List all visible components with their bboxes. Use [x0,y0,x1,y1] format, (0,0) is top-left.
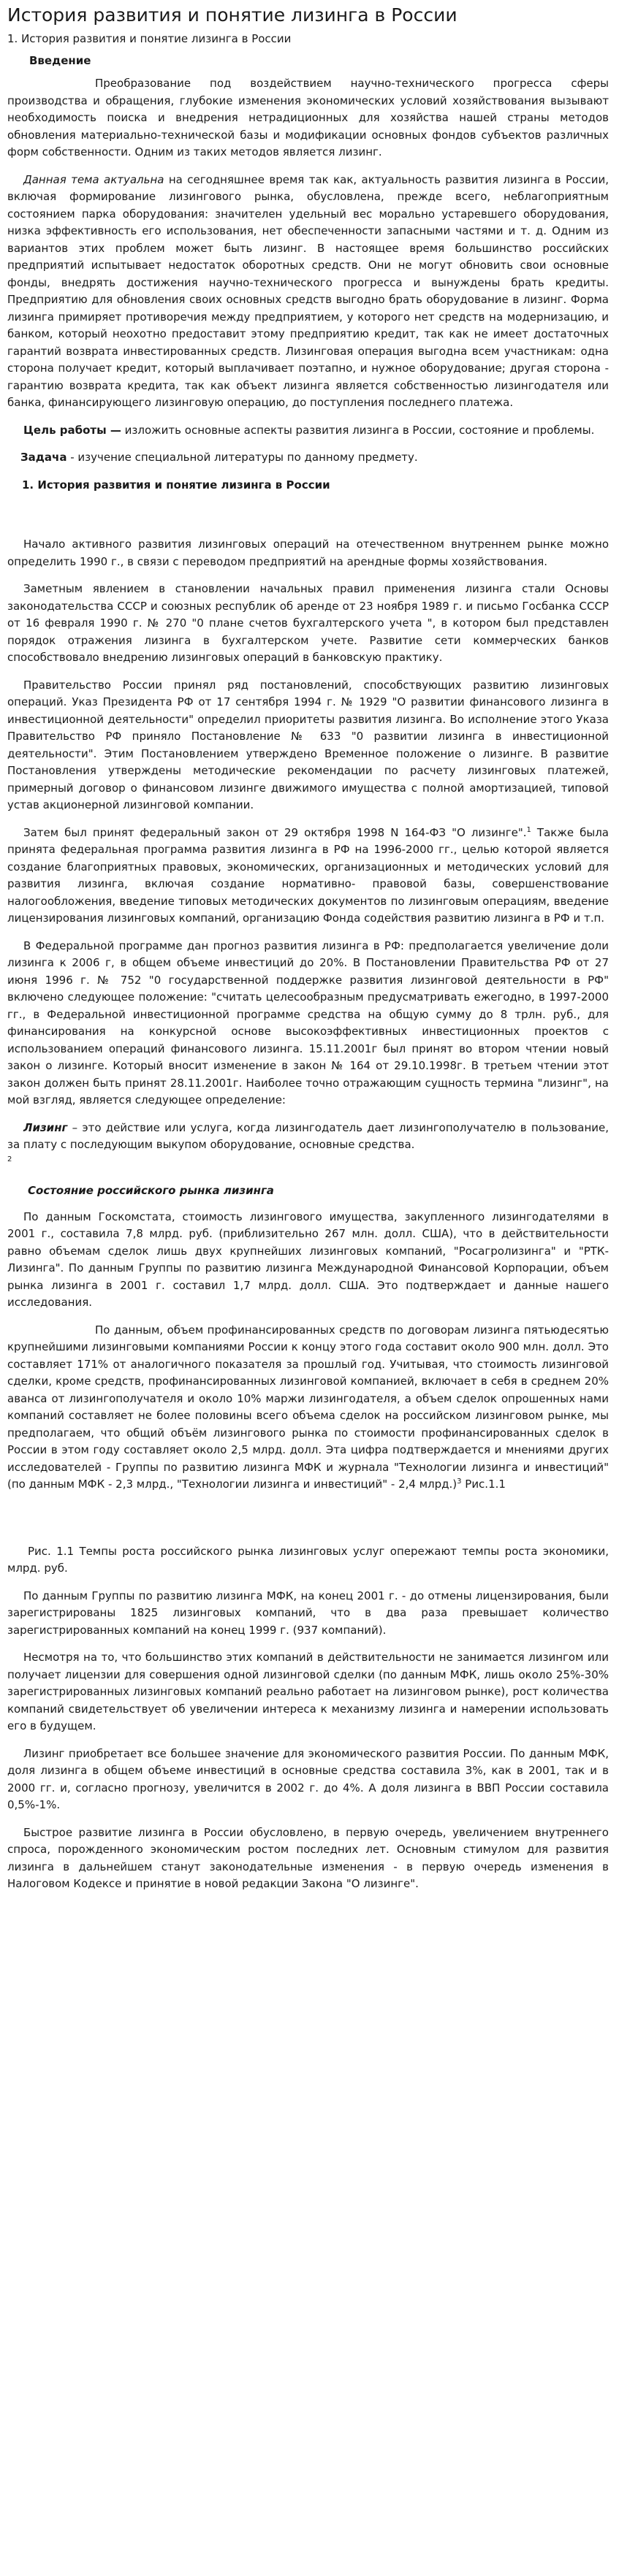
chapter-1-paragraph-2: Заметным явлением в становлении начальных правил применения лизинга стали Основы законодательства СССР и союзных республик об аренде от 23 ноября 1989 г. и письмо Госбанка СССР от 16 февраля 1990 г. № 270 "0 плане счетов бухгалтерского учета ", в котором был представлен порядок отражения лизинга в бухгалтерском учете. Развитие сети коммерческих банков способствовало внедрению лизинговых операций в банковскую практику. [7,582,609,664]
market-paragraph-6: Быстрое развитие лизинга в России обусловлено, в первую очередь, увеличением внутреннего спроса, порожденного экономическим ростом последних лет. Основным стимулом для развития лизинга в дальнейшем станут законодательные изменения - в первую очередь изменения в Налоговом Кодексе и принятие в новой редакции Закона "О лизинге". [7,1825,609,1890]
market-volume-text: По данным, объем профинансированных средств по договорам лизинга пятьюдесятью крупнейшими лизинговыми компаниями России к концу этого года составит около 900 млн. долл. Это составляет 171% от аналогичного показателя за прошлый год. Учитывая, что стоимость лизинговой сделки, кроме средств, профинансированных лизинговой компанией, включает в себя в среднем 20% аванса от лизингополучателя и около 10% маржи лизингодателя, а объем сделок опрошенных нами компаний составляет не более половины всего объема сделок на российском лизинговом рынке, мы предполагаем, что общий объём лизингового рынка по стоимости профинансированных сделок в России в этом году составляет около 2,5 млрд. долл. Эта цифра подтверждается и мнениями других исследователей - Группы по развитию лизинга МФК и журнала "Технологии лизинга и инвестиций" (по данным МФК - 2,3 млрд., "Технологии лизинга и инвестиций" - 2,4 млрд.) [7,1323,609,1491]
chapter-1-paragraph-3: Правительство России принял ряд постановлений, способствующих развитию лизинговых операций. Указ Президента РФ от 17 сентября 1994 г. № 1929 "О развитии финансового лизинга в инвестиционной деятельности" определил приоритеты развития лизинга. Во исполнение этого Указа Правительство РФ приняло Постановление № 633 "0 развитии лизинга в инвестиционной деятельности". Этим Постановлением утверждено Временное положение о лизинге. В развитие Постановления утверждены методические рекомендации по расчету лизинговых платежей, примерный договор о финансовом лизинге движимого имущества с полной амортизацией, типовой устав акционерной лизинговой компании. [7,678,609,811]
footnote-ref-1[interactable]: 1 [526,825,531,834]
program-text: Также была принята федеральная программа развития лизинга в РФ на 1996-2000 гг., целью которой является создание благоприятных правовых, экономических, организационных и методических условий для развития лизинга, включая создание нормативно- правовой базы, совершенствование налогообложения, введение типовых методических документов по лизинговым операциям, введение лицензирования лизинговых компаний, организацию Фонда содействия развитию лизинга в РФ и т.п. [7,825,609,925]
task-paragraph [7,449,609,467]
footnote-ref-3[interactable]: 3 [457,1478,462,1486]
figure-ref: Рис.1.1 [461,1478,506,1491]
chapter-1-paragraph-1: Начало активного развития лизинговых операций на отечественном внутреннем рынке можно определить 1990 г., в связи с переводом предприятий на арендные формы хозяйствования. [7,538,609,568]
market-heading: Состояние российского рынка лизинга [28,1184,274,1197]
market-paragraph-5: Лизинг приобретает все большее значение для экономического развития России. По данным МФК, доля лизинга в общем объеме инвестиций в основные средства составила 3%, как в 2001, так и в 2000 гг. и, согласно прогнозу, увеличится в 2002 г. до 4%. А доля лизинга в ВВП России составила 0,5%-1%. [7,1746,609,1811]
relevance-lead: Данная тема актуальна [23,172,164,186]
task-label: Задача [20,451,67,464]
market-paragraph-2 [7,1322,609,1494]
intro-paragraph-2 [7,172,609,412]
chapter-1-paragraph-5: В Федеральной программе дан прогноз развития лизинга в РФ: предполагается увеличение доли лизинга к 2006 г, в общем объеме инвестиций до 20%. В Постановлении Правительства РФ от 27 июня 1996 г. № 752 "0 государственной поддержке развития лизинговой деятельности в РФ" включено следующее положение: "считать целесообразным предусматривать ежегодно, в 1997-2000 гг., в Федеральной инвестиционной программе средства на общую сумму до 8 трлн. руб., для финансирования на конкурсной основе высокоэффективных инвестиционных проектов с использованием операций финансового лизинга. 15.11.2001г был принят во втором чтении новый закон о лизинге. Который вносит изменение в закон № 164 от 29.10.1998г. В третьем чтении этот закон должен быть принят 28.11.2001г. Наиболее точно отражающим сущность термина "лизинг", на мой взгляд, является следующее определение: [7,939,609,1107]
goal-label: Цель работы — [23,423,121,437]
spacer [7,501,609,536]
page-title: История развития и понятие лизинга в России [7,4,457,26]
law-text: Затем был принят федеральный закон от 29 октября 1998 N 164-ФЗ "О лизинге". [23,825,527,839]
definition-text: – это действие или услуга, когда лизингодатель дает лизингополучателю в пользование, за плату с последующим выкупом оборудование, основные средства. [7,1120,609,1151]
goal-paragraph [7,422,609,440]
chapter-1-heading: 1. История развития и понятие лизинга в России [22,478,330,492]
task-text: - изучение специальной литературы по данному предмету. [67,451,418,464]
intro-paragraph-1: Преобразование под воздействием научно-технического прогресса сферы производства и обращения, глубокие изменения экономических условий хозяйствования вызывают необходимость поиска и внедрения нетрадиционных для хозяйства нашей страны методов обновления материально-технической базы и модификации основных фондов субъектов различных форм собственности. Одним из таких методов является лизинг. [7,77,609,158]
market-paragraph-3: По данным Группы по развитию лизинга МФК, на конец 2001 г. - до отмены лицензирования, были зарегистрированы 1825 лизинговых компаний, что в два раза превышает количество зарегистрированных компаний на конец 1999 г. (937 компаний). [7,1589,609,1637]
market-paragraph-4: Несмотря на то, что большинство этих компаний в действительности не занимается лизингом или получает лицензии для совершения одной лизинговой сделки (по данным МФК, лишь около 25%-30% зарегистрированных лизинговых компаний реально работает на лизинговом рынке), рост количества компаний свидетельствует об увеличении интереса к механизму лизинга и намерении использовать его в будущем. [7,1651,609,1732]
market-paragraph-1: По данным Госкомстата, стоимость лизингового имущества, закупленного лизингодателями в 2001 г., составила 7,8 млрд. руб. (приблизительно 267 млн. долл. США), что в действительности равно объемам сделок лишь двух крупнейших лизинговых компаний, "Росагролизинга" и "РТК-Лизинга". По данным Группы по развитию лизинга Международной Финансовой Корпорации, объем рынка лизинга в 2001 г. составил 1,7 млрд. долл. США. Это подтверждает и данные нашего исследования. [7,1209,609,1309]
intro-heading: Введение [29,53,91,67]
leasing-definition [7,1120,609,1172]
definition-term: Лизинг [23,1120,68,1134]
spacer [7,1504,609,1526]
goal-text: изложить основные аспекты развития лизинга в России, состояние и проблемы. [121,423,595,437]
document-page [0,4,619,1912]
footnote-ref-2[interactable]: 2 [7,1155,12,1163]
figure-caption: Рис. 1.1 Темпы роста российского рынка лизинговых услуг опережают темпы роста экономики, млрд. руб. [7,1544,609,1575]
chapter-1-paragraph-4 [7,825,609,928]
toc-line: 1. История развития и понятие лизинга в России [7,32,292,45]
relevance-text: на сегодняшнее время так как, актуальность развития лизинга в России, включая формирование лизингового рынка, обусловлена, прежде всего, неблагоприятным состоянием парка оборудования: значителен удельный вес морально устаревшего оборудования, низка эффективность его использования, нет обеспеченности запасными частями и т. д. Одним из вариантов этих проблем может быть лизинг. В настоящее время большинство российских предприятий испытывает недостаток оборотных средств. Они не могут обновить свои основные фонды, внедрять достижения научно-технического прогресса и вынуждены брать кредиты. Предприятию для обновления своих основных средств выгодно брать оборудование в лизинг. Форма лизинга примиряет противоречия между предприятием, у которого нет средств на модернизацию, и банком, который неохотно предоставит этому предприятию кредит, так как не имеет достаточных гарантий возврата инвестированных средств. Лизинговая операция выгодна всем участникам: одна сторона получает кредит, который выплачивает поэтапно, и нужное оборудование; другая сторона - гарантию возврата кредита, так как объект лизинга является собственностью лизингодателя или банка, финансирующего лизинговую операцию, до поступления последнего платежа. [7,172,609,409]
